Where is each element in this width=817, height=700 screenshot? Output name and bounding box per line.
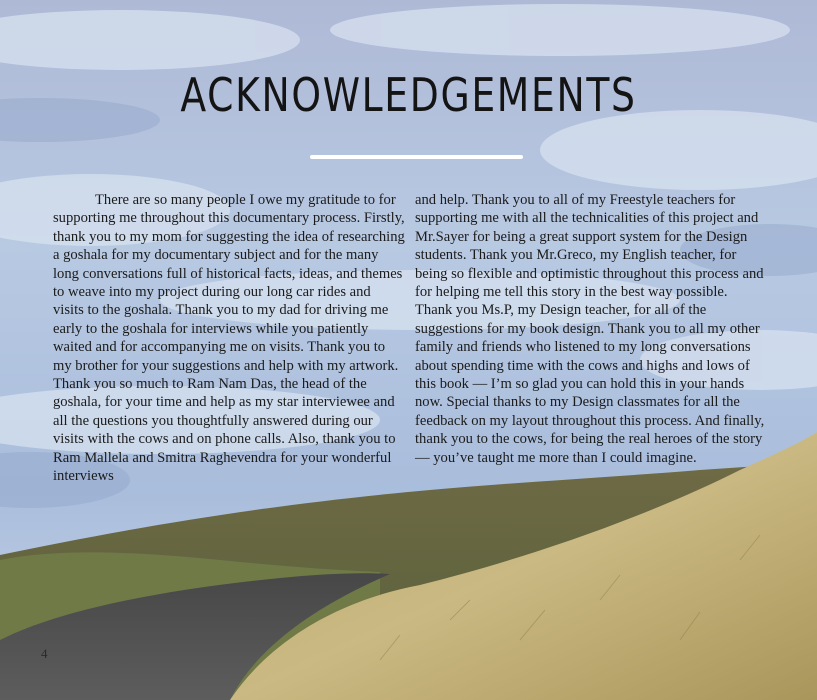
acknowledgement-paragraph-left: There are so many people I owe my gratitude to for supporting me throughout this documentary process. Firstly, thank you to my mom for suggesting the idea of researching a goshala for my documentary subject and for the many long conversations full of historical facts, ideas, and themes to weave into my project during our long car rides and visits to the goshala. Thank you to my dad for driving me early to the goshala for interviews while you patiently waited and for accompanying me on visits. Thank you to my brother for your suggestions and help with my artwork. Thank you so much to Ram Nam Das, the head of the goshala, for your time and help as my star interviewee and all the questions you thoughtfully answered during our visits with the cows and on phone calls. Also, thank you to Ram Mallela and Smitra Raghevendra for your wonderful interviews bbox=[53, 192, 405, 485]
text-column-right bbox=[415, 191, 765, 467]
text-column-left bbox=[53, 191, 405, 486]
page-title: ACKNOWLEDGEMENTS bbox=[180, 68, 637, 122]
page-number: 4 bbox=[41, 646, 48, 661]
title-divider bbox=[310, 155, 523, 159]
acknowledgement-paragraph-right: and help. Thank you to all of my Freestyle teachers for supporting me with all the technicalities of this project and Mr.Sayer for being a great support system for the Design students. Thank you Mr.Greco, my English teacher, for being so flexible and optimistic throughout this process and for helping me tell this story in the best way possible. Thank you Ms.P, my Design teacher, for all of the suggestions for my book design. Thank you to all my other family and friends who listened to my long conversations about spending time with the cows and highs and lows of this book — I’m so glad you can hold this in your hands now. Special thanks to my Design classmates for all the feedback on my layout throughout this process. And finally, thank you to the cows, for being the real heroes of the story — you’ve taught me more than I could imagine. bbox=[415, 192, 765, 466]
